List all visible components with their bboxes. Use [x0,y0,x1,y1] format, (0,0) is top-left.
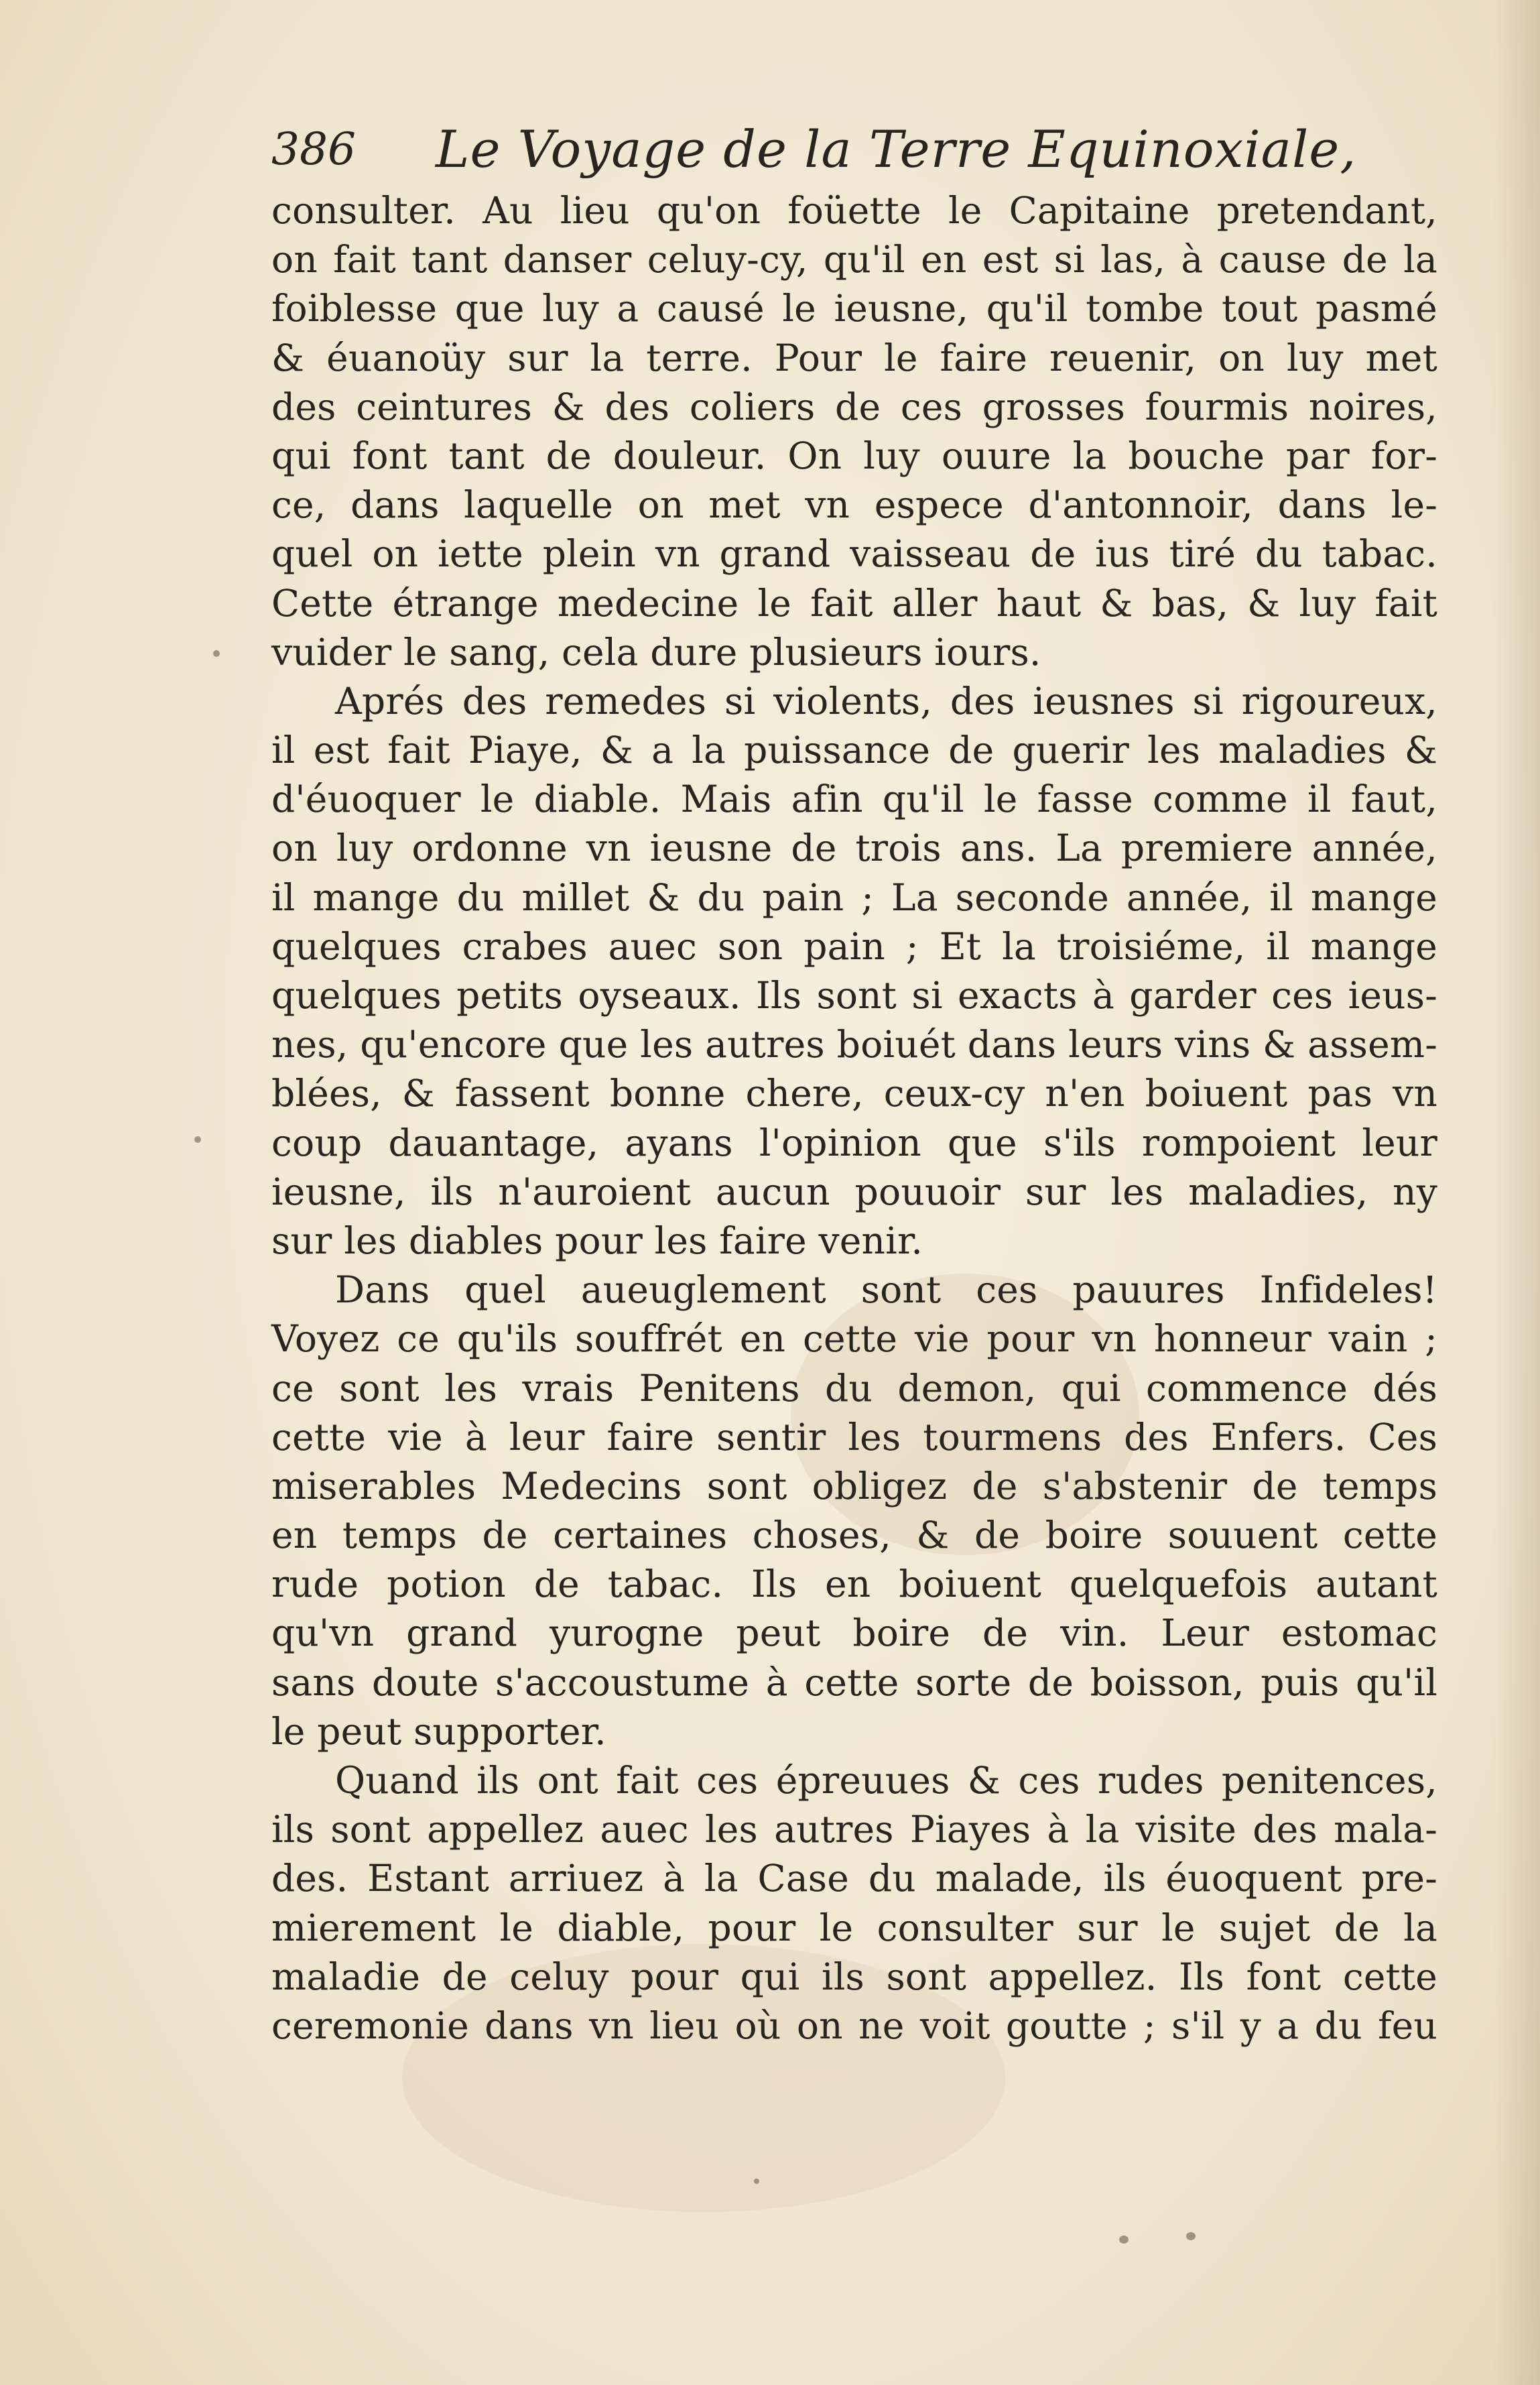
page-number: 386 [271,123,356,175]
text-line: des. Estant arriuez à la Case du malade, ils éuoquent pre- [271,1857,1437,1900]
ink-speck [213,650,220,657]
text-line: qui font tant de douleur. On luy ouure la bouche par for- [271,434,1437,477]
text-line: des ceintures & des coliers de ces grosses fourmis noires, [271,385,1437,428]
paragraph-start-line: Aprés des remedes si violents, des ieusnes si rigoureux, [335,679,1437,723]
ink-speck [1186,2232,1196,2240]
ink-speck [194,1136,201,1143]
text-line: en temps de certaines choses, & de boire souuent cette [271,1514,1437,1557]
text-line: ce, dans laquelle on met vn espece d'antonnoir, dans le- [271,483,1437,527]
body-text [271,186,1437,2051]
page-edge-shadow [1493,0,1540,2385]
text-line: rude potion de tabac. Ils en boiuent quelquefois autant [271,1563,1437,1606]
text-line: vuider le sang, cela dure plusieurs iours. [271,630,1041,674]
ink-speck [1119,2236,1129,2244]
text-line: consulter. Au lieu qu'on foüette le Capitaine pretendant, [271,189,1437,232]
text-line: quel on iette plein vn grand vaisseau de ius tiré du tabac. [271,532,1437,576]
text-line: Voyez ce qu'ils souffrét en cette vie pour vn honneur vain ; [271,1317,1437,1361]
text-line: sur les diables pour les faire venir. [271,1219,923,1262]
ink-speck [754,2179,759,2184]
text-line: qu'vn grand yurogne peut boire de vin. Leur estomac [271,1611,1437,1655]
text-line: maladie de celuy pour qui ils sont appellez. Ils font cette [271,1955,1437,1998]
page-header [271,113,1437,186]
text-line: & éuanoüy sur la terre. Pour le faire reuenir, on luy met [271,336,1437,379]
text-line: mierement le diable, pour le consulter sur le sujet de la [271,1906,1437,1949]
paragraph-start-line: Dans quel aueuglement sont ces pauures Infideles! [335,1268,1437,1312]
text-line: nes, qu'encore que les autres boiuét dans leurs vins & assem- [271,1023,1437,1066]
text-line: quelques petits oyseaux. Ils sont si exacts à garder ces ieus- [271,974,1437,1017]
text-line: le peut supporter. [271,1709,606,1753]
text-line: ils sont appellez auec les autres Piayes à la visite des mala- [271,1808,1437,1851]
text-line: d'éuoquer le diable. Mais afin qu'il le fasse comme il faut, [271,778,1437,821]
text-line: ceremonie dans vn lieu où on ne voit goutte ; s'il y a du feu [271,2004,1437,2047]
text-line: il est fait Piaye, & a la puissance de guerir les maladies & [271,729,1437,772]
text-line: quelques crabes auec son pain ; Et la troisiéme, il mange [271,924,1437,968]
text-line: sans doute s'accoustume à cette sorte de boisson, puis qu'il [271,1660,1437,1704]
text-line: ieusne, ils n'auroient aucun pouuoir sur les maladies, ny [271,1170,1437,1213]
text-line: on luy ordonne vn ieusne de trois ans. La premiere année, [271,827,1437,870]
paragraph-start-line: Quand ils ont fait ces épreuues & ces rudes penitences, [335,1759,1437,1802]
text-line: foiblesse que luy a causé le ieusne, qu'il tombe tout pasmé [271,287,1437,330]
text-line: coup dauantage, ayans l'opinion que s'ils rompoient leur [271,1121,1437,1164]
text-line: on fait tant danser celuy-cy, qu'il en est si las, à cause de la [271,238,1437,282]
text-line: blées, & fassent bonne chere, ceux-cy n'en boiuent pas vn [271,1072,1437,1115]
text-line: il mange du millet & du pain ; La seconde année, il mange [271,875,1437,919]
text-line: miserables Medecins sont obligez de s'abstenir de temps [271,1464,1437,1508]
running-title: Le Voyage de la Terre Equinoxiale, [436,119,1357,179]
text-line: cette vie à leur faire sentir les tourmens des Enfers. Ces [271,1415,1437,1459]
text-line: Cette étrange medecine le fait aller haut & bas, & luy fait [271,581,1437,625]
text-line: ce sont les vrais Penitens du demon, qui commence dés [271,1366,1437,1410]
